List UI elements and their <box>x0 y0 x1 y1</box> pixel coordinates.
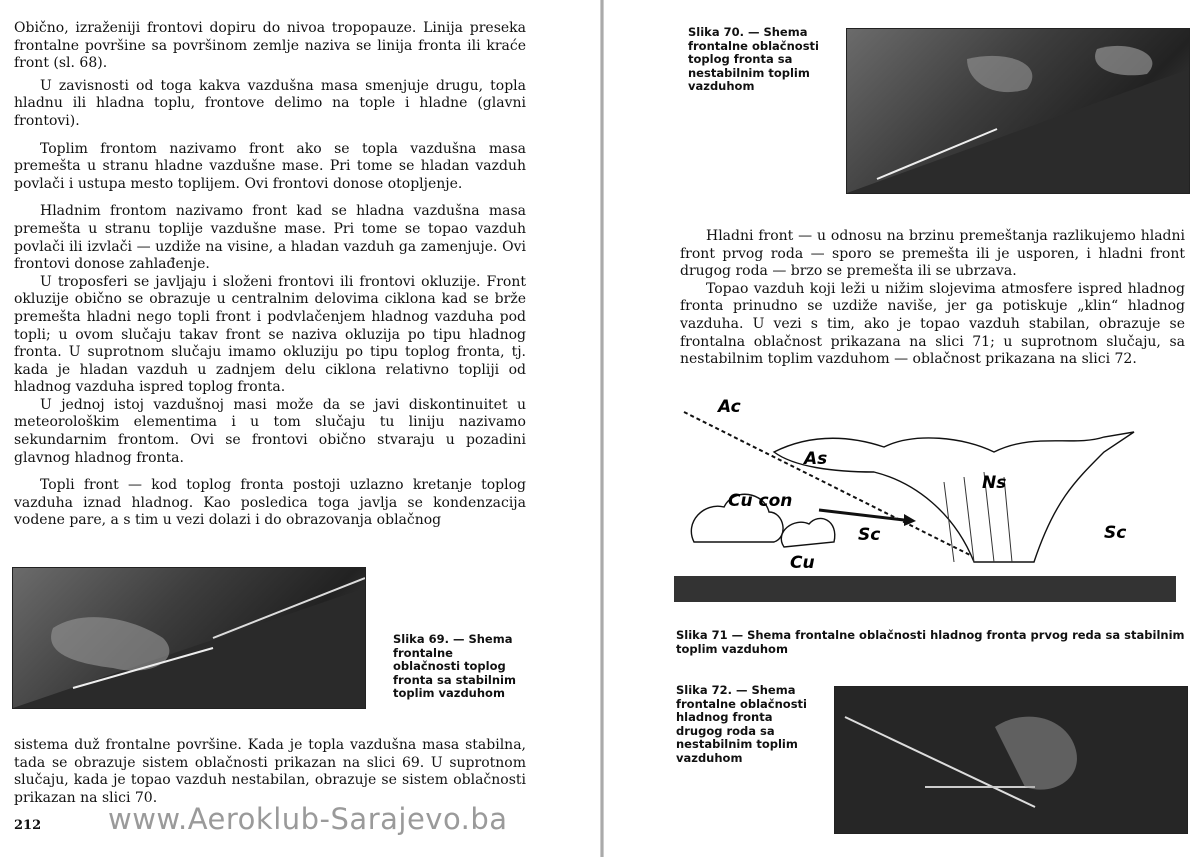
paragraph: Topli front — kod toplog fronta postoji uzlazno kretanje toplog vazduha iznad hladnog. Kao posledica toga javlja se kondenzacija vodene pare, a s tim u vezi dolazi i do obrazovanja oblačnog <box>14 477 526 529</box>
label-cu-con: Cu con <box>728 491 793 511</box>
figure-70-image <box>846 28 1190 194</box>
label-ac: Ac <box>718 397 741 417</box>
figure-70-caption: Slika 70. — Shema frontalne oblačnosti toplog fronta sa nestabilnim toplim vazduhom <box>688 25 819 93</box>
cold-front-unstable-sketch <box>835 687 1187 833</box>
figure-69-image <box>12 567 366 709</box>
watermark: www.Aeroklub-Sarajevo.ba <box>108 802 508 836</box>
right-text-column <box>680 228 1185 369</box>
paragraph: Hladni front — u odnosu na brzinu premeštanja razlikujemo hladni front prvog roda — sporo se premešta ili je usporen, i hladni front drugog roda — brzo se premešta ili se ubrzava. <box>680 228 1185 280</box>
paragraph: Obično, izraženiji frontovi dopiru do nivoa tropopauze. Linija preseka frontalne površine sa površinom zemlje naziva se linija fronta ili kraće front (sl. 68). <box>14 20 526 72</box>
figure-72-caption: Slika 72. — Shema frontalne oblačnosti hladnog fronta drugog roda sa nestabilnim toplim vazduhom <box>676 683 807 765</box>
left-bottom-text <box>14 737 526 807</box>
page-number: 212 <box>14 818 42 833</box>
paragraph: Toplim frontom nazivamo front ako se topla vazdušna masa premešta u stranu hladne vazdušne mase. Pri tome se hladan vazduh povlači i ustupa mesto toplijem. Ovi frontovi donose otopljenje. <box>14 140 526 192</box>
label-cu: Cu <box>790 553 815 573</box>
paragraph: Hladnim frontom nazivamo front kad se hladna vazdušna masa premešta u stranu toplije vazdušne mase. Pri tome se topao vazduh povlači ili izvlači — uzdiže na visine, a hladan vazduh ga zamenjuje. Ovi frontovi donose zahlađenje. <box>14 203 526 273</box>
paragraph: U zavisnosti od toga kakva vazdušna masa smenjuje drugu, topla hladnu ili hladna toplu, frontove delimo na tople i hladne (glavni frontovi). <box>14 77 526 129</box>
label-ns: Ns <box>982 473 1007 493</box>
figure-69-caption: Slika 69. — Shema frontalne oblačnosti toplog fronta sa stabilnim toplim vazduhom <box>393 632 516 700</box>
label-as: As <box>804 449 828 469</box>
left-text-column <box>14 20 526 530</box>
figure-72-image <box>834 686 1188 834</box>
paragraph: U jednoj istoj vazdušnoj masi može da se javi diskontinuitet u meteorološkim elementima i u tom slučaju tu liniju nazivamo sekundarnim frontom. Ovi se frontovi obično stvaraju u pozadini glavnog hladnog fronta. <box>14 396 526 466</box>
label-sc-left: Sc <box>858 525 881 545</box>
warm-front-sketch <box>13 568 365 708</box>
warm-front-unstable-sketch <box>847 29 1189 193</box>
figure-71-diagram <box>674 392 1180 614</box>
label-sc-right: Sc <box>1104 523 1127 543</box>
paragraph: U troposferi se javljaju i složeni frontovi ili frontovi okluzije. Front okluzije obično se obrazuje u centralnim delovima ciklona kad se brže premešta hladni nego topli front i podvlačenjem hladnog vazduha pod topli; u ovom slučaju takav front se naziva okluzija po tipu hladnog fronta. U suprotnom slučaju imamo okluziju po tipu toplog fronta, tj. kada je hladan vazduh u zadnjem delu ciklona relativno topliji od hladnog vazduha ispred toplog fronta. <box>14 273 526 396</box>
paragraph: sistema duž frontalne površine. Kada je topla vazdušna masa stabilna, tada se obrazuje sistem oblačnosti prikazan na slici 69. U suprotnom slučaju, kada je topao vazduh nestabilan, obrazuje se sistem oblačnosti prikazan na slici 70. <box>14 737 526 806</box>
paragraph: Topao vazduh koji leži u nižim slojevima atmosfere ispred hladnog fronta prinudno se uzdiže naviše, jer ga potiskuje „klin“ hladnog vazduha. U vezi s tim, ako je topao vazduh stabilan, obrazuje se frontalna oblačnost prikazana na slici 71; u suprotnom slučaju, sa nestabilnim toplim vazduhom — oblačnost prikazana na slici 72. <box>680 280 1185 368</box>
figure-71-caption: Slika 71 — Shema frontalne oblačnosti hladnog fronta prvog reda sa stabilnim toplim vazduhom <box>676 628 1185 656</box>
